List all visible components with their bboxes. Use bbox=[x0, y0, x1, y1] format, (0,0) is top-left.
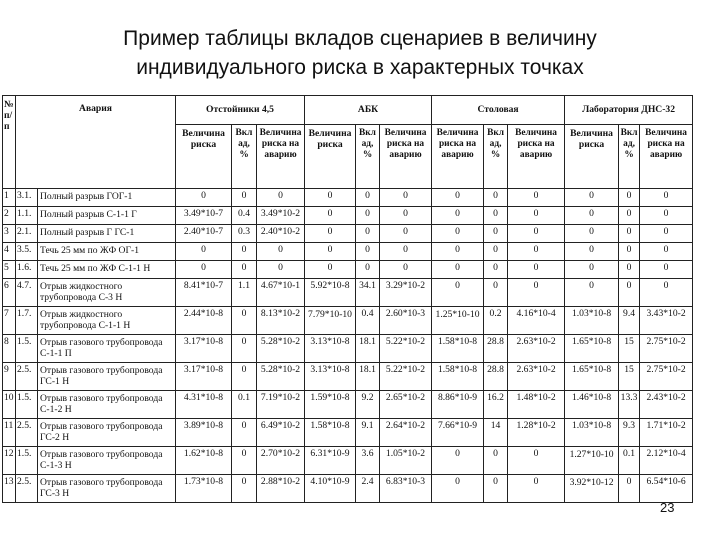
contribution-value: 0 bbox=[484, 243, 508, 261]
row-number: 4 bbox=[3, 243, 16, 261]
risk-per-accident-value: 8.13*10-2 bbox=[257, 307, 305, 335]
risk-value: 0 bbox=[565, 261, 619, 279]
row-number: 3 bbox=[3, 225, 16, 243]
contribution-value: 0 bbox=[619, 225, 640, 243]
risk-value: 3.13*10-8 bbox=[305, 335, 356, 363]
risk-per-accident-value: 2.70*10-2 bbox=[257, 447, 305, 475]
contribution-value: 0 bbox=[619, 261, 640, 279]
accident-description: Отрыв газового трубопровода С-1-2 Н bbox=[38, 391, 176, 419]
contribution-value: 14 bbox=[484, 419, 508, 447]
risk-value: 0 bbox=[305, 261, 356, 279]
risk-value: 0 bbox=[565, 243, 619, 261]
risk-per-accident-value: 0 bbox=[640, 207, 693, 225]
contribution-value: 0 bbox=[232, 307, 257, 335]
accident-description: Полный разрыв С-1-1 Г bbox=[38, 207, 176, 225]
risk-per-accident-value: 0 bbox=[508, 207, 565, 225]
risk-per-accident-value: 1.05*10-2 bbox=[380, 447, 432, 475]
risk-value: 2.40*10-7 bbox=[176, 225, 232, 243]
scenario-code: 1.5. bbox=[16, 391, 38, 419]
contribution-value: 34.1 bbox=[356, 279, 380, 307]
group-header-laboratory: Лаборатория ДНС-32 bbox=[565, 96, 693, 125]
risk-per-accident-value: 0 bbox=[257, 243, 305, 261]
risk-per-accident-value: 0 bbox=[508, 475, 565, 503]
row-number: 10 bbox=[3, 391, 16, 419]
risk-value: 1.58*10-8 bbox=[432, 363, 484, 391]
risk-value: 0 bbox=[176, 189, 232, 207]
risk-per-accident-value: 6.83*10-3 bbox=[380, 475, 432, 503]
col-accident-header: Авария bbox=[16, 96, 176, 189]
scenario-code: 1.6. bbox=[16, 261, 38, 279]
risk-per-accident-value: 0 bbox=[640, 279, 693, 307]
scenario-code: 3.5. bbox=[16, 243, 38, 261]
contribution-value: 0 bbox=[232, 363, 257, 391]
contribution-value: 0 bbox=[484, 189, 508, 207]
risk-per-accident-value: 0 bbox=[508, 243, 565, 261]
table-row bbox=[3, 207, 693, 225]
risk-value: 1.62*10-8 bbox=[176, 447, 232, 475]
risk-per-accident-value: 0 bbox=[380, 225, 432, 243]
risk-per-accident-value: 7.19*10-2 bbox=[257, 391, 305, 419]
page-number: 23 bbox=[660, 500, 675, 515]
risk-value: 1.59*10-8 bbox=[305, 391, 356, 419]
risk-value: 8.86*10-9 bbox=[432, 391, 484, 419]
table-group-header-row bbox=[3, 96, 693, 125]
risk-table-container bbox=[2, 95, 692, 503]
risk-value: 1.65*10-8 bbox=[565, 363, 619, 391]
risk-value: 1.73*10-8 bbox=[176, 475, 232, 503]
contribution-value: 0 bbox=[484, 447, 508, 475]
table-row bbox=[3, 225, 693, 243]
risk-value: 0 bbox=[432, 475, 484, 503]
contribution-value: 0 bbox=[619, 279, 640, 307]
risk-value: 0 bbox=[305, 189, 356, 207]
contribution-value: 0 bbox=[484, 261, 508, 279]
table-row bbox=[3, 279, 693, 307]
row-number: 13 bbox=[3, 475, 16, 503]
table-row bbox=[3, 391, 693, 419]
contribution-value: 0 bbox=[619, 207, 640, 225]
risk-value: 1.03*10-8 bbox=[565, 419, 619, 447]
sub-header-contribution: Вкл ад, % bbox=[232, 125, 257, 189]
table-row bbox=[3, 419, 693, 447]
scenario-code: 1.5. bbox=[16, 447, 38, 475]
row-number: 8 bbox=[3, 335, 16, 363]
risk-per-accident-value: 1.71*10-2 bbox=[640, 419, 693, 447]
risk-per-accident-value: 0 bbox=[508, 225, 565, 243]
contribution-value: 0 bbox=[232, 419, 257, 447]
risk-value: 3.89*10-8 bbox=[176, 419, 232, 447]
risk-value: 0 bbox=[305, 207, 356, 225]
title-line-2: индивидуального риска в характерных точках bbox=[136, 56, 584, 79]
accident-description: Отрыв газового трубопровода ГС-2 Н bbox=[38, 419, 176, 447]
contribution-value: 0 bbox=[232, 261, 257, 279]
risk-value: 6.31*10-9 bbox=[305, 447, 356, 475]
risk-per-accident-value: 0 bbox=[257, 189, 305, 207]
accident-description: Отрыв газового трубопровода С-1-1 П bbox=[38, 335, 176, 363]
accident-description: Течь 25 мм по ЖФ С-1-1 Н bbox=[38, 261, 176, 279]
risk-per-accident-value: 0 bbox=[640, 243, 693, 261]
risk-per-accident-value: 2.40*10-2 bbox=[257, 225, 305, 243]
contribution-value: 0 bbox=[356, 225, 380, 243]
risk-per-accident-value: 3.29*10-2 bbox=[380, 279, 432, 307]
contribution-value: 0.2 bbox=[484, 307, 508, 335]
sub-header-risk-per-accident: Величина риска на аварию bbox=[508, 125, 565, 189]
contribution-value: 13.3 bbox=[619, 391, 640, 419]
contribution-value: 0 bbox=[356, 261, 380, 279]
table-row bbox=[3, 189, 693, 207]
scenario-code: 1.7. bbox=[16, 307, 38, 335]
contribution-value: 0 bbox=[484, 475, 508, 503]
contribution-value: 0.4 bbox=[232, 207, 257, 225]
row-number: 6 bbox=[3, 279, 16, 307]
sub-header-risk-per-accident: Величина риска на аварию bbox=[257, 125, 305, 189]
title-line-1: Пример таблицы вкладов сценариев в величину bbox=[123, 27, 597, 50]
contribution-value: 1.1 bbox=[232, 279, 257, 307]
risk-per-accident-value: 3.43*10-2 bbox=[640, 307, 693, 335]
sub-header-risk: Величина риска bbox=[565, 125, 619, 189]
accident-description: Отрыв жидкостного трубопровода С-3 Н bbox=[38, 279, 176, 307]
risk-value: 0 bbox=[432, 189, 484, 207]
risk-value: 1.27*10-10 bbox=[565, 447, 619, 475]
row-number: 1 bbox=[3, 189, 16, 207]
table-row bbox=[3, 243, 693, 261]
risk-per-accident-value: 0 bbox=[508, 189, 565, 207]
table-row bbox=[3, 307, 693, 335]
risk-value: 4.31*10-8 bbox=[176, 391, 232, 419]
contribution-value: 18.1 bbox=[356, 363, 380, 391]
risk-value: 1.25*10-10 bbox=[432, 307, 484, 335]
risk-per-accident-value: 5.22*10-2 bbox=[380, 335, 432, 363]
risk-value: 0 bbox=[176, 261, 232, 279]
risk-per-accident-value: 1.28*10-2 bbox=[508, 419, 565, 447]
risk-value: 1.58*10-8 bbox=[432, 335, 484, 363]
scenario-code: 2.5. bbox=[16, 475, 38, 503]
risk-per-accident-value: 2.75*10-2 bbox=[640, 335, 693, 363]
sub-header-risk-per-accident: Величина риска на аварию bbox=[640, 125, 693, 189]
risk-value: 1.46*10-8 bbox=[565, 391, 619, 419]
accident-description: Отрыв газового трубопровода С-1-3 Н bbox=[38, 447, 176, 475]
risk-per-accident-value: 2.88*10-2 bbox=[257, 475, 305, 503]
col-number-header: № п/п bbox=[3, 96, 16, 189]
risk-value: 3.17*10-8 bbox=[176, 363, 232, 391]
accident-description: Полный разрыв Г ГС-1 bbox=[38, 225, 176, 243]
risk-value: 2.44*10-8 bbox=[176, 307, 232, 335]
risk-value: 0 bbox=[432, 279, 484, 307]
risk-per-accident-value: 2.60*10-3 bbox=[380, 307, 432, 335]
risk-per-accident-value: 2.12*10-4 bbox=[640, 447, 693, 475]
contribution-value: 0.4 bbox=[356, 307, 380, 335]
contribution-value: 9.4 bbox=[619, 307, 640, 335]
risk-per-accident-value: 0 bbox=[508, 447, 565, 475]
risk-value: 1.65*10-8 bbox=[565, 335, 619, 363]
risk-per-accident-value: 0 bbox=[640, 225, 693, 243]
risk-value: 3.13*10-8 bbox=[305, 363, 356, 391]
contribution-value: 0.1 bbox=[619, 447, 640, 475]
contribution-value: 0 bbox=[356, 189, 380, 207]
risk-value: 0 bbox=[305, 225, 356, 243]
risk-per-accident-value: 6.54*10-6 bbox=[640, 475, 693, 503]
risk-per-accident-value: 5.22*10-2 bbox=[380, 363, 432, 391]
contribution-value: 0 bbox=[484, 279, 508, 307]
risk-value: 0 bbox=[305, 243, 356, 261]
risk-value: 3.17*10-8 bbox=[176, 335, 232, 363]
risk-per-accident-value: 0 bbox=[380, 261, 432, 279]
scenario-code: 2.5. bbox=[16, 419, 38, 447]
row-number: 2 bbox=[3, 207, 16, 225]
group-header-abk: АБК bbox=[305, 96, 432, 125]
risk-value: 0 bbox=[432, 207, 484, 225]
risk-value: 0 bbox=[432, 261, 484, 279]
contribution-value: 3.6 bbox=[356, 447, 380, 475]
contribution-value: 9.1 bbox=[356, 419, 380, 447]
contribution-value: 0 bbox=[232, 447, 257, 475]
table-row bbox=[3, 335, 693, 363]
contribution-value: 0 bbox=[484, 207, 508, 225]
group-header-settlers: Отстойники 4,5 bbox=[176, 96, 305, 125]
risk-value: 7.66*10-9 bbox=[432, 419, 484, 447]
contribution-value: 0 bbox=[619, 475, 640, 503]
sub-header-contribution: Вкл ад, % bbox=[484, 125, 508, 189]
contribution-value: 0 bbox=[619, 243, 640, 261]
risk-per-accident-value: 0 bbox=[640, 261, 693, 279]
risk-value: 4.10*10-9 bbox=[305, 475, 356, 503]
risk-value: 0 bbox=[432, 243, 484, 261]
row-number: 5 bbox=[3, 261, 16, 279]
row-number: 11 bbox=[3, 419, 16, 447]
row-number: 12 bbox=[3, 447, 16, 475]
contribution-value: 2.4 bbox=[356, 475, 380, 503]
accident-description: Течь 25 мм по ЖФ ОГ-1 bbox=[38, 243, 176, 261]
risk-value: 0 bbox=[432, 447, 484, 475]
sub-header-contribution: Вкл ад, % bbox=[619, 125, 640, 189]
risk-value: 0 bbox=[176, 243, 232, 261]
contribution-value: 18.1 bbox=[356, 335, 380, 363]
contribution-value: 0 bbox=[619, 189, 640, 207]
scenario-code: 2.5. bbox=[16, 363, 38, 391]
sub-header-risk-per-accident: Величина риска на аварию bbox=[380, 125, 432, 189]
contribution-value: 16.2 bbox=[484, 391, 508, 419]
contribution-value: 0.1 bbox=[232, 391, 257, 419]
risk-per-accident-value: 2.43*10-2 bbox=[640, 391, 693, 419]
risk-per-accident-value: 3.49*10-2 bbox=[257, 207, 305, 225]
contribution-value: 0 bbox=[232, 335, 257, 363]
contribution-value: 0 bbox=[232, 189, 257, 207]
risk-per-accident-value: 5.28*10-2 bbox=[257, 363, 305, 391]
contribution-value: 28.8 bbox=[484, 363, 508, 391]
contribution-value: 15 bbox=[619, 335, 640, 363]
risk-value: 0 bbox=[432, 225, 484, 243]
accident-description: Отрыв газового трубопровода ГС-1 Н bbox=[38, 363, 176, 391]
risk-per-accident-value: 2.63*10-2 bbox=[508, 363, 565, 391]
contribution-value: 9.2 bbox=[356, 391, 380, 419]
sub-header-contribution: Вкл ад, % bbox=[356, 125, 380, 189]
scenario-code: 1.5. bbox=[16, 335, 38, 363]
accident-description: Отрыв газового трубопровода ГС-3 Н bbox=[38, 475, 176, 503]
risk-per-accident-value: 2.64*10-2 bbox=[380, 419, 432, 447]
accident-description: Отрыв жидкостного трубопровода С-1-1 Н bbox=[38, 307, 176, 335]
risk-per-accident-value: 0 bbox=[640, 189, 693, 207]
risk-per-accident-value: 2.65*10-2 bbox=[380, 391, 432, 419]
row-number: 9 bbox=[3, 363, 16, 391]
contribution-value: 0 bbox=[232, 243, 257, 261]
risk-per-accident-value: 0 bbox=[380, 189, 432, 207]
risk-per-accident-value: 2.63*10-2 bbox=[508, 335, 565, 363]
risk-value: 0 bbox=[565, 225, 619, 243]
table-body bbox=[3, 189, 693, 503]
risk-per-accident-value: 0 bbox=[508, 261, 565, 279]
risk-value: 1.58*10-8 bbox=[305, 419, 356, 447]
risk-per-accident-value: 0 bbox=[257, 261, 305, 279]
risk-value: 0 bbox=[565, 279, 619, 307]
table-row bbox=[3, 363, 693, 391]
contribution-value: 28.8 bbox=[484, 335, 508, 363]
contribution-value: 0 bbox=[356, 243, 380, 261]
row-number: 7 bbox=[3, 307, 16, 335]
risk-value: 0 bbox=[565, 189, 619, 207]
risk-value: 1.03*10-8 bbox=[565, 307, 619, 335]
contribution-value: 0.3 bbox=[232, 225, 257, 243]
group-header-canteen: Столовая bbox=[432, 96, 565, 125]
risk-per-accident-value: 6.49*10-2 bbox=[257, 419, 305, 447]
scenario-code: 2.1. bbox=[16, 225, 38, 243]
risk-per-accident-value: 2.75*10-2 bbox=[640, 363, 693, 391]
table-row bbox=[3, 261, 693, 279]
risk-per-accident-value: 0 bbox=[380, 207, 432, 225]
risk-value: 7.79*10-10 bbox=[305, 307, 356, 335]
risk-value: 0 bbox=[565, 207, 619, 225]
risk-per-accident-value: 4.67*10-1 bbox=[257, 279, 305, 307]
risk-per-accident-value: 0 bbox=[508, 279, 565, 307]
contribution-value: 0 bbox=[232, 475, 257, 503]
scenario-code: 3.1. bbox=[16, 189, 38, 207]
risk-contribution-table bbox=[2, 95, 693, 503]
scenario-code: 4.7. bbox=[16, 279, 38, 307]
sub-header-risk: Величина риска bbox=[176, 125, 232, 189]
contribution-value: 0 bbox=[484, 225, 508, 243]
risk-value: 5.92*10-8 bbox=[305, 279, 356, 307]
risk-per-accident-value: 4.16*10-4 bbox=[508, 307, 565, 335]
sub-header-risk-per-accident: Величина риска на аварию bbox=[432, 125, 484, 189]
table-row bbox=[3, 475, 693, 503]
risk-per-accident-value: 5.28*10-2 bbox=[257, 335, 305, 363]
contribution-value: 0 bbox=[356, 207, 380, 225]
table-row bbox=[3, 447, 693, 475]
contribution-value: 9.3 bbox=[619, 419, 640, 447]
accident-description: Полный разрыв ГОГ-1 bbox=[38, 189, 176, 207]
contribution-value: 15 bbox=[619, 363, 640, 391]
risk-value: 3.92*10-12 bbox=[565, 475, 619, 503]
scenario-code: 1.1. bbox=[16, 207, 38, 225]
risk-per-accident-value: 1.48*10-2 bbox=[508, 391, 565, 419]
sub-header-risk: Величина риска bbox=[305, 125, 356, 189]
risk-per-accident-value: 0 bbox=[380, 243, 432, 261]
slide-title bbox=[0, 24, 720, 82]
risk-value: 3.49*10-7 bbox=[176, 207, 232, 225]
risk-value: 8.41*10-7 bbox=[176, 279, 232, 307]
